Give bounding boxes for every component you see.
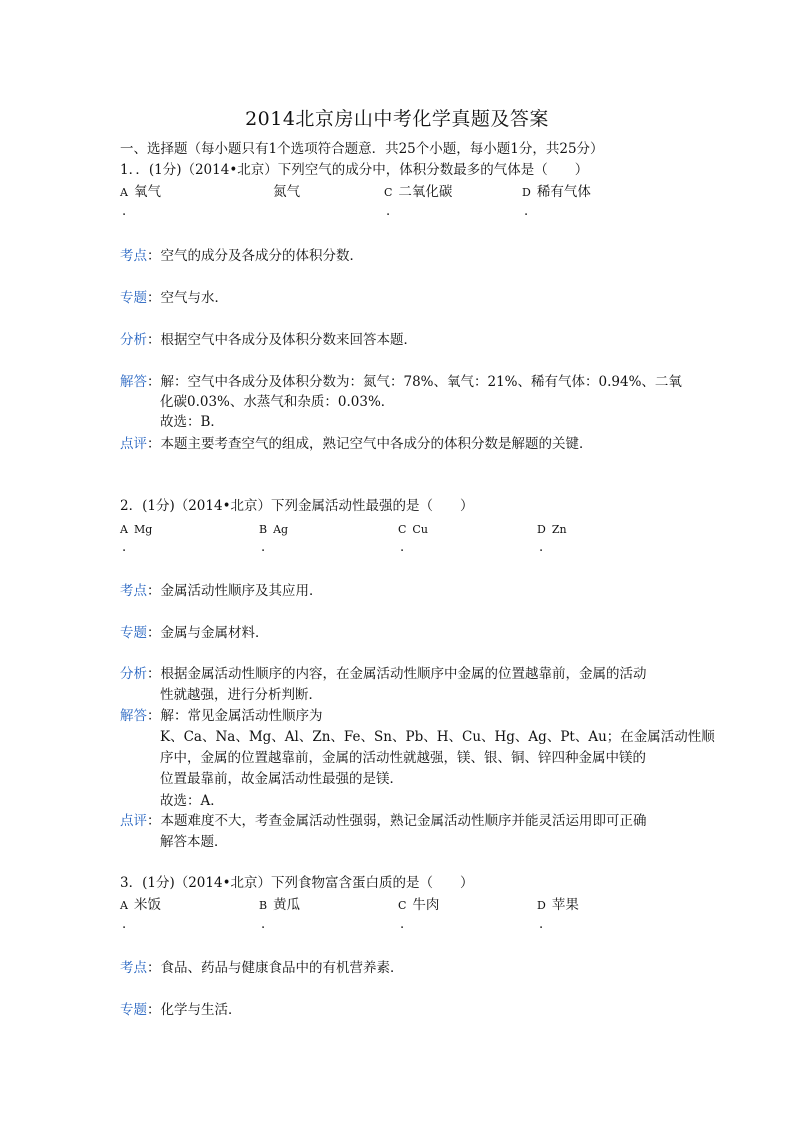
q3-kaodian: 考点：食品、药品与健康食品中的有机营养素． [120,960,404,976]
option-dot: . [400,540,405,555]
option-dot: . [261,917,266,932]
q3-stem: 3．(1分)（2014•北京）下列食物富含蛋白质的是（ ） [120,875,474,891]
q1-option-a: A 氧气 [120,184,161,200]
q2-dianping-cont: 解答本题． [160,834,228,850]
option-dot: . [386,204,391,219]
q1-jieda-cont: 化碳0.03%、水蒸气和杂质：0.03%． [160,394,395,410]
option-dot: . [122,204,127,219]
q1-fenxi: 分析：根据空气中各成分及体积分数来回答本题． [120,332,417,348]
q2-jieda-cont: K、Ca、Na、Mg、Al、Zn、Fe、Sn、Pb、H、Cu、Hg、Ag、Pt、Au；在金属活动性顺 [160,729,715,745]
q1-option-d: D 稀有气体 [522,184,591,200]
q2-dianping: 点评：本题难度不大，考查金属活动性强弱，熟记金属活动性顺序并能灵活运用即可正确 [120,813,647,829]
option-dot: . [122,917,127,932]
q3-option-d: D 苹果 [537,897,579,913]
q2-jieda-cont: 序中，金属的位置越靠前，金属的活动性就越强，镁、银、铜、锌四种金属中镁的 [160,750,646,766]
option-dot: . [400,917,405,932]
section-heading: 一、选择题（每小题只有1个选项符合题意．共25个小题，每小题1分，共25分） [120,141,604,157]
q1-kaodian: 考点：空气的成分及各成分的体积分数． [120,248,363,264]
q2-zhuanti: 专题：金属与金属材料． [120,625,269,641]
q1-jieda: 解答：解：空气中各成分及体积分数为：氮气：78%、氧气：21%、稀有气体：0.94%、二氧 [120,374,682,390]
q3-option-c: C 牛肉 [398,897,440,913]
q2-jieda-cont: 位置最靠前，故金属活动性最强的是镁． [160,771,403,787]
q1-option-b: 氮气 [273,184,301,200]
q2-option-d: D Zn [537,523,567,536]
q2-fenxi: 分析：根据金属活动性顺序的内容，在金属活动性顺序中金属的位置越靠前，金属的活动 [120,666,647,682]
option-dot: . [524,204,529,219]
option-dot: . [539,540,544,555]
q2-option-b: B Ag [259,523,289,536]
q2-answer: 故选：A． [160,793,224,809]
option-dot: . [539,917,544,932]
q1-answer: 故选：B． [160,414,224,430]
q1-dianping: 点评：本题主要考查空气的组成，熟记空气中各成分的体积分数是解题的关键． [120,436,593,452]
q1-zhuanti: 专题：空气与水． [120,290,228,306]
q1-option-c: C 二氧化碳 [384,184,453,200]
option-dot: . [261,540,266,555]
q2-jieda: 解答：解：常见金属活动性顺序为 [120,708,323,724]
q1-stem: 1．．(1分)（2014•北京）下列空气的成分中，体积分数最多的气体是（ ） [120,162,589,178]
q2-kaodian: 考点：金属活动性顺序及其应用． [120,583,323,599]
q3-zhuanti: 专题：化学与生活． [120,1002,242,1018]
page-title: 2014北京房山中考化学真题及答案 [245,108,549,130]
q2-option-a: A Mg [120,523,153,536]
q3-option-a: A 米饭 [120,897,161,913]
q2-stem: 2．(1分)（2014•北京）下列金属活动性最强的是（ ） [120,498,474,514]
q2-fenxi-cont: 性就越强，进行分析判断． [160,687,322,703]
option-dot: . [122,540,127,555]
q3-option-b: B 黄瓜 [259,897,301,913]
q2-option-c: C Cu [398,523,428,536]
